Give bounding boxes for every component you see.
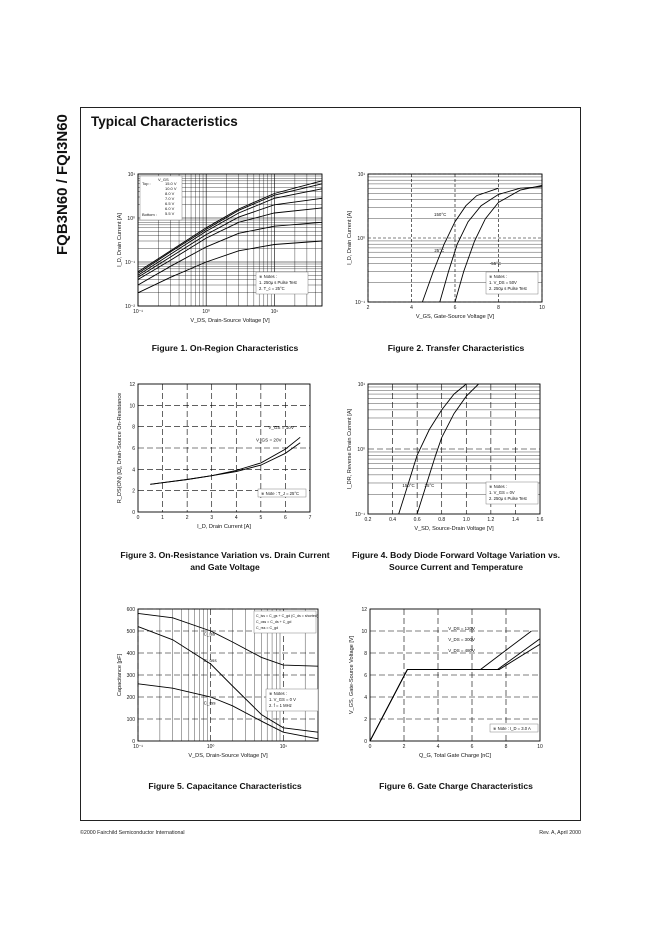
x-axis-label: I_D, Drain Current [A] <box>197 524 251 530</box>
y-tick-label: 0 <box>364 739 367 745</box>
y-tick-label: 10⁰ <box>127 216 135 222</box>
x-tick-label: 7 <box>308 515 312 521</box>
x-tick-label: 0.4 <box>389 517 397 523</box>
y-tick-label: 10⁻¹ <box>355 300 365 306</box>
x-tick-label: 0.2 <box>364 517 372 523</box>
notes-text: 1. 250µ s Pulse Test <box>259 280 297 285</box>
vgs-legend-item: 10.0 V <box>165 186 177 191</box>
curve-label-vds-120v: V_DS = 120V <box>448 625 475 631</box>
curve-label-ciss: C_iss <box>203 631 216 637</box>
notes-text: ※ Notes : <box>259 274 277 279</box>
x-tick-label: 5 <box>259 515 263 521</box>
x-tick-label: 4 <box>410 305 413 311</box>
footer-copyright: ©2000 Fairchild Semiconductor International <box>80 830 185 836</box>
x-tick-label: 10¹ <box>270 309 278 315</box>
x-tick-label: 10⁰ <box>206 744 215 750</box>
x-tick-label: 1.4 <box>511 517 519 523</box>
y-axis-label: I_D, Drain Current [A] <box>347 211 353 265</box>
notes-text: 2. 250µ s Pulse Test <box>489 496 527 501</box>
y-tick-label: 10⁻¹ <box>355 512 365 518</box>
figure-5-panel <box>110 603 326 767</box>
notes-text: 1. V_DS = 50V <box>489 280 517 285</box>
x-tick-label: 2 <box>402 744 406 750</box>
capacitance-legend-line: C_oss = C_ds + C_gd <box>256 620 292 624</box>
x-tick-label: 0 <box>136 515 140 521</box>
x-axis-label: V_DS, Drain-Source Voltage [V] <box>190 318 270 324</box>
figure-4-panel <box>340 378 556 538</box>
figure-2-panel <box>340 168 556 330</box>
y-tick-label: 400 <box>126 651 135 657</box>
x-axis-label: Q_G, Total Gate Charge [nC] <box>418 753 492 759</box>
figure-4-caption: Figure 4. Body Diode Forward Voltage Variation vs. Source Current and Temperature <box>351 550 561 572</box>
figure-3-caption: Figure 3. On-Resistance Variation vs. Drain Current and Gate Voltage <box>120 550 330 572</box>
y-tick-label: 600 <box>126 607 135 613</box>
x-tick-label: 2 <box>366 305 370 311</box>
y-tick-label: 0 <box>132 510 135 516</box>
y-tick-label: 2 <box>132 488 135 495</box>
y-tick-label: 10¹ <box>127 172 135 178</box>
y-tick-label: 6 <box>364 673 367 679</box>
x-tick-label: 10⁻¹ <box>133 744 143 750</box>
notes-text: 2. T_c = 25°C <box>259 286 285 291</box>
x-tick-label: 6 <box>284 515 287 521</box>
notes-text: ※ Notes : <box>489 274 507 279</box>
x-tick-label: 8 <box>504 744 508 750</box>
x-tick-label: 0 <box>368 744 372 750</box>
x-axis-label: V_DS, Drain-Source Voltage [V] <box>188 753 268 759</box>
x-tick-label: 0.6 <box>413 517 421 523</box>
vgs-legend-item: 6.0 V <box>165 206 175 211</box>
legend-bottom-label: Bottom : <box>142 212 157 217</box>
section-title: Typical Characteristics <box>91 114 238 129</box>
curve-label-25c: 25°C <box>434 248 445 254</box>
y-tick-label: 500 <box>126 629 135 635</box>
x-tick-label: 6 <box>470 744 474 750</box>
figure-5-chart <box>110 603 326 767</box>
figure-3-chart <box>110 378 326 538</box>
x-tick-label: 10⁻¹ <box>133 309 143 315</box>
curve-label-25c: 25°C <box>424 483 435 489</box>
y-tick-label: 8 <box>132 424 135 431</box>
figure-4-chart <box>340 378 556 538</box>
y-tick-label: 4 <box>132 467 135 474</box>
figure-6-chart <box>340 603 556 767</box>
y-axis-label: I_D, Drain Current [A] <box>117 213 123 267</box>
figure-6-caption: Figure 6. Gate Charge Characteristics <box>379 781 533 791</box>
y-tick-label: 0 <box>132 739 135 745</box>
y-tick-label: 10⁻¹ <box>125 260 135 266</box>
y-tick-label: 10¹ <box>357 382 365 388</box>
series-line-2 <box>138 627 318 733</box>
x-tick-label: 1 <box>161 515 164 521</box>
figure-1-panel <box>110 168 326 330</box>
curve-label-coss: C_oss <box>203 657 217 663</box>
x-tick-label: 1.6 <box>536 517 544 523</box>
x-tick-label: 2 <box>185 515 189 521</box>
notes-text: ※ Notes : <box>269 691 287 696</box>
x-tick-label: 10⁰ <box>202 309 210 315</box>
side-title: FQB3N60 / FQI3N60 <box>54 114 71 255</box>
series-line-1 <box>150 437 300 484</box>
y-tick-label: 6 <box>132 446 135 452</box>
figure-6-panel <box>340 603 556 767</box>
vgs-legend-item: 7.0 V <box>165 196 175 201</box>
footer-revision: Rev. A, April 2000 <box>539 830 581 836</box>
x-tick-label: 10¹ <box>279 744 287 750</box>
notes-text: 2. 250µ s Pulse Test <box>489 286 527 291</box>
notes-text: ※ Notes : <box>489 484 507 489</box>
x-axis-label: V_SD, Source-Drain Voltage [V] <box>414 526 494 532</box>
curve-label-vgs-10v: V_GS = 10V <box>268 424 294 430</box>
y-tick-label: 12 <box>129 382 135 388</box>
figure-1-chart <box>110 168 326 330</box>
vgs-header: V_GS <box>158 177 169 182</box>
curve-label-150c: 150°C <box>402 483 415 489</box>
figure-3-panel <box>110 378 326 538</box>
y-tick-label: 4 <box>364 695 367 701</box>
y-tick-label: 8 <box>364 651 367 657</box>
vgs-legend-item: 15.0 V <box>165 181 177 186</box>
figure-5-caption: Figure 5. Capacitance Characteristics <box>148 781 302 791</box>
x-tick-label: 3 <box>210 515 214 521</box>
y-tick-label: 100 <box>126 717 135 723</box>
y-tick-label: 10⁻² <box>125 304 135 310</box>
y-tick-label: 2 <box>364 717 367 723</box>
y-tick-label: 10⁰ <box>357 236 365 242</box>
x-tick-label: 0.8 <box>438 517 446 523</box>
x-tick-label: 4 <box>436 744 440 750</box>
y-axis-label: V_GS, Gate-Source Voltage [V] <box>349 635 355 715</box>
notes-text: ※ Note : T_J = 25°C <box>261 491 300 496</box>
curve-label-crss: C_rss <box>203 700 216 706</box>
notes-text: 2. f = 1 MHz <box>269 703 292 708</box>
y-axis-label: Capacitance [pF] <box>117 653 123 697</box>
curve-label-minus55c: -55°C <box>489 260 502 266</box>
legend-top-label: Top : <box>142 181 151 186</box>
y-tick-label: 300 <box>126 673 135 679</box>
vgs-legend-item: 5.5 V <box>165 211 175 216</box>
y-tick-label: 10¹ <box>357 172 365 178</box>
y-tick-label: 10⁰ <box>357 447 365 453</box>
figure-2-caption: Figure 2. Transfer Characteristics <box>387 343 525 353</box>
x-tick-label: 10 <box>539 305 545 311</box>
x-tick-label: 1.2 <box>487 517 495 523</box>
y-tick-label: 10 <box>129 403 135 410</box>
notes-text: 1. V_GS = 0V <box>489 490 515 495</box>
vgs-legend-item: 8.0 V <box>165 191 175 196</box>
curve-label-150c: 150°C <box>434 212 447 218</box>
vgs-legend-item: 6.5 V <box>165 201 175 206</box>
curve-label-vds-300v: V_DS = 300V <box>448 636 475 642</box>
y-tick-label: 10 <box>361 629 367 635</box>
capacitance-legend-line: C_rss = C_gd <box>256 626 279 630</box>
x-axis-label: V_GS, Gate-Source Voltage [V] <box>415 314 495 320</box>
curve-label-vgs-20v: V_GS = 20V <box>255 437 282 443</box>
x-tick-label: 4 <box>234 515 238 521</box>
x-tick-label: 10 <box>537 744 543 750</box>
y-axis-label: R_DS(ON) [Ω], Drain-Source On-Resistance <box>117 392 123 504</box>
y-axis-label: I_DR, Reverse Drain Current [A] <box>347 408 353 490</box>
x-tick-label: 1.0 <box>462 517 470 523</box>
y-tick-label: 200 <box>126 695 135 701</box>
series-line-2 <box>150 443 300 485</box>
notes-text: 1. V_GS = 0 V <box>269 697 296 702</box>
x-tick-label: 8 <box>497 305 500 311</box>
figure-1-caption: Figure 1. On-Region Characteristics <box>151 343 299 353</box>
capacitance-legend-line: C_iss = C_gs + C_gd (C_ds = shorted) <box>256 614 319 618</box>
figure-2-chart <box>340 168 556 330</box>
y-tick-label: 12 <box>361 607 367 613</box>
x-tick-label: 6 <box>453 305 457 311</box>
curve-label-vds-480v: V_DS = 480V <box>448 647 475 653</box>
notes-text: ※ Note : I_D = 3.0 A <box>493 726 531 731</box>
